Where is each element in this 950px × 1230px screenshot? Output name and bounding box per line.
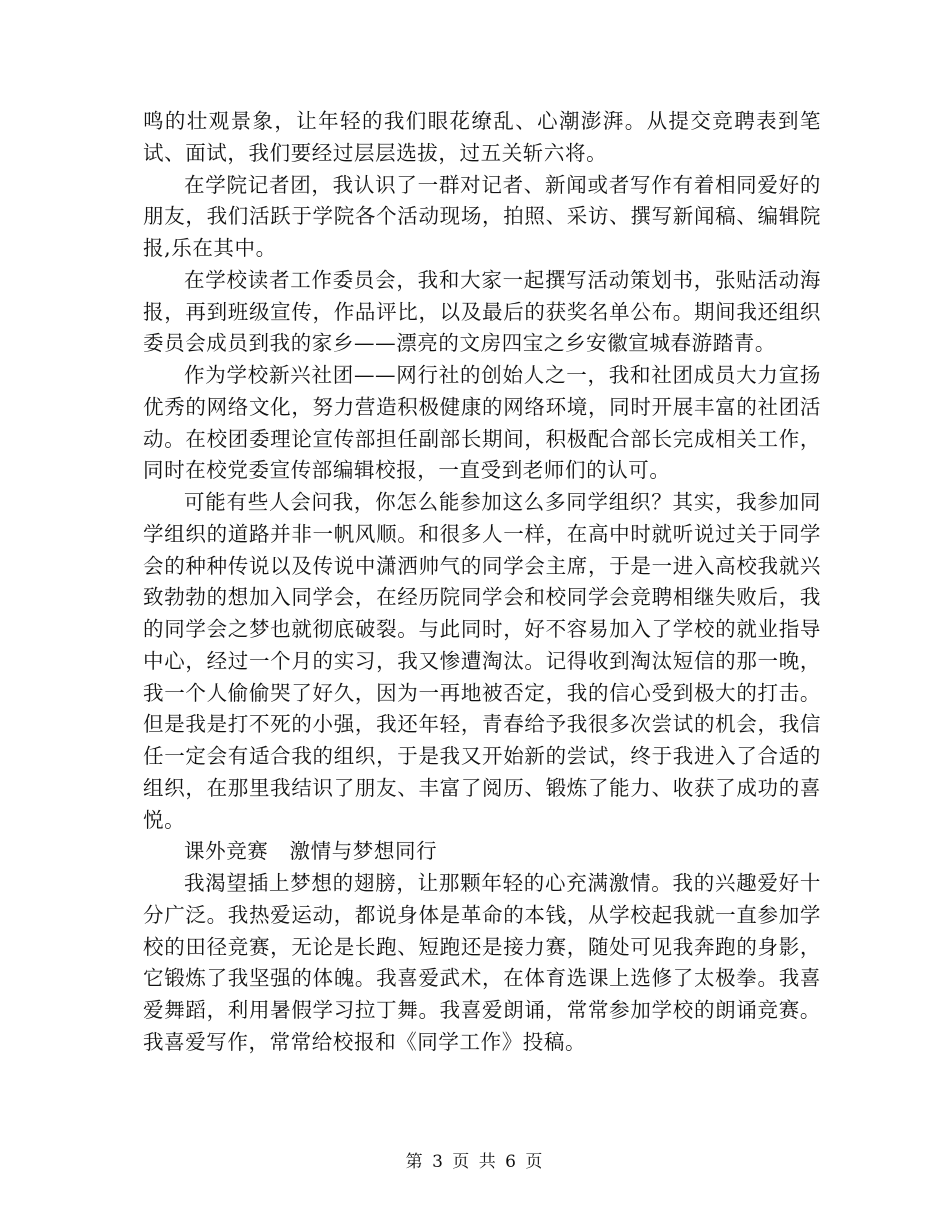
paragraph-hobbies: 我渴望插上梦想的翅膀，让那颗年轻的心充满激情。我的兴趣爱好十分广泛。我热爱运动，都说身体是革命的本钱，从学校起我就一直参加学校的田径竞赛，无论是长跑、短跑还是接力赛，随处可见我奔跑的身影，它锻炼了我坚强的体魄。我喜爱武术，在体育选课上选修了太极拳。我喜爱舞蹈，利用暑假学习拉丁舞。我喜爱朗诵，常常参加学校的朗诵竞赛。我喜爱写作，常常给校报和《同学工作》投稿。 [143, 871, 821, 1054]
page-number: 第 3 页 共 6 页 [405, 1152, 545, 1172]
document-body [143, 106, 821, 1059]
section-heading: 课外竞赛 激情与梦想同行 [184, 839, 438, 864]
paragraph-network-club: 作为学校新兴社团——网行社的创始人之一，我和社团成员大力宣扬优秀的网络文化，努力营造积极健康的网络环境，同时开展丰富的社团活动。在校团委理论宣传部担任副部长期间，积极配合部长完成相关工作，同时在校党委宣传部编辑校报，一直受到老师们的认可。 [143, 363, 821, 483]
paragraph-student-union: 可能有些人会问我，你怎么能参加这么多同学组织？其实，我参加同学组织的道路并非一帆风顺。和很多人一样，在高中时就听说过关于同学会的种种传说以及传说中潇洒帅气的同学会主席，于是一进入高校我就兴致勃勃的想加入同学会，在经历院同学会和校同学会竞聘相继失败后，我的同学会之梦也就彻底破裂。与此同时，好不容易加入了学校的就业指导中心，经过一个月的实习，我又惨遭淘汰。记得收到淘汰短信的那一晚，我一个人偷偷哭了好久，因为一再地被否定，我的信心受到极大的打击。但是我是打不死的小强，我还年轻，青春给予我很多次尝试的机会，我信任一定会有适合我的组织，于是我又开始新的尝试，终于我进入了合适的组织，在那里我结识了朋友、丰富了阅历、锻炼了能力、收获了成功的喜悦。 [143, 490, 821, 832]
paragraph-press-corps: 在学院记者团，我认识了一群对记者、新闻或者写作有着相同爱好的朋友，我们活跃于学院各个活动现场，拍照、采访、撰写新闻稿、编辑院报,乐在其中。 [143, 172, 821, 260]
paragraph-continuation: 鸣的壮观景象，让年轻的我们眼花缭乱、心潮澎湃。从提交竞聘表到笔试、面试，我们要经过层层选拔，过五关斩六将。 [143, 109, 821, 165]
paragraph-reader-committee: 在学校读者工作委员会，我和大家一起撰写活动策划书，张贴活动海报，再到班级宣传，作品评比，以及最后的获奖名单公布。期间我还组织委员会成员到我的家乡——漂亮的文房四宝之乡安徽宣城春游踏青。 [143, 267, 821, 356]
